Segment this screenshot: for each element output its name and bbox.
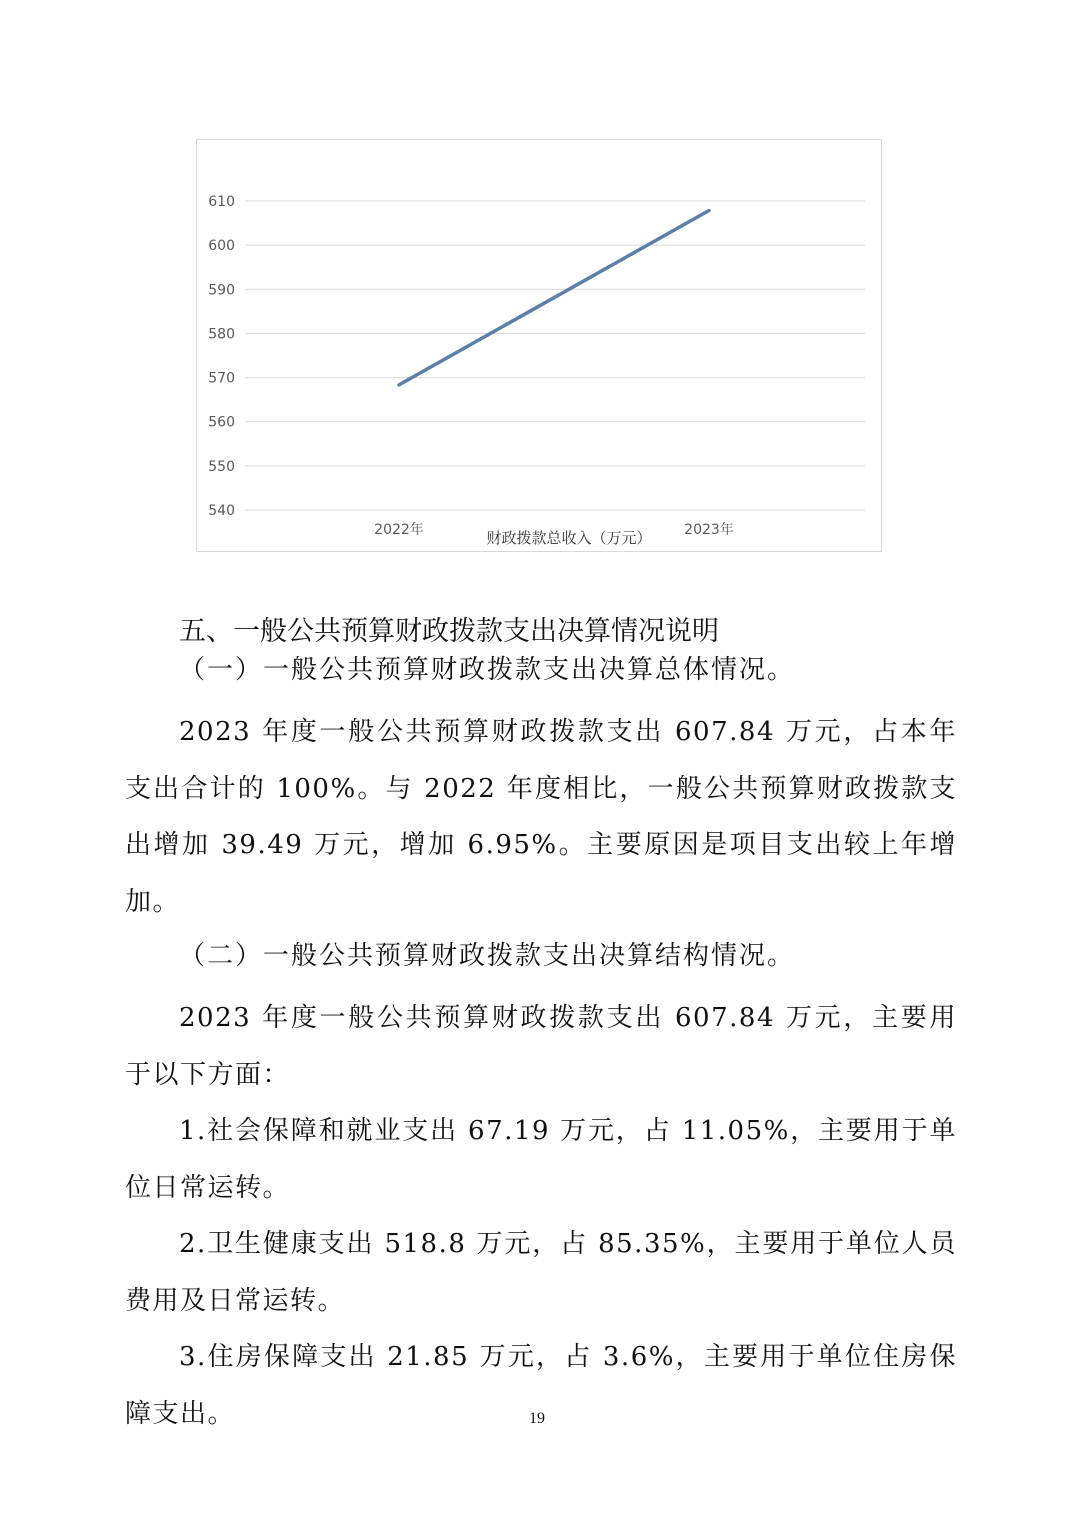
x-axis-label: 财政拨款总收入（万元） <box>486 529 652 547</box>
line-chart <box>196 139 882 552</box>
chart-svg <box>197 140 883 553</box>
page-number: 19 <box>529 1410 545 1427</box>
x-tick-label: 2022年 <box>374 522 424 538</box>
paragraph-overall: 2023 年度一般公共预算财政拨款支出 607.84 万元，占本年支出合计的 100%。与 2022 年度相比，一般公共预算财政拨款支出增加 39.49 万元，增加 6.95%。主要原因是项目支出较上年增加。 <box>125 717 957 917</box>
y-tick-label: 580 <box>208 326 235 343</box>
y-tick-label: 610 <box>208 194 235 210</box>
subsection-heading-structure: （二）一般公共预算财政拨款支出决算结构情况。 <box>179 941 796 971</box>
section-heading: 五、一般公共预算财政拨款支出决算情况说明 <box>179 616 719 647</box>
list-item-health: 2.卫生健康支出 518.8 万元，占 85.35%，主要用于单位人员费用及日常运转。 <box>125 1229 957 1316</box>
list-item-housing: 3.住房保障支出 21.85 万元，占 3.6%，主要用于单位住房保障支出。 <box>125 1342 957 1429</box>
y-tick-label: 540 <box>208 503 235 519</box>
series-line <box>399 211 709 385</box>
x-tick-label: 2023年 <box>684 522 734 538</box>
y-tick-label: 600 <box>208 238 235 255</box>
y-tick-label: 590 <box>208 282 235 299</box>
paragraph-structure: 2023 年度一般公共预算财政拨款支出 607.84 万元，主要用于以下方面： <box>125 1003 957 1090</box>
subsection-heading-overall: （一）一般公共预算财政拨款支出决算总体情况。 <box>179 655 796 685</box>
y-tick-label: 570 <box>208 370 235 387</box>
y-tick-label: 560 <box>208 414 235 431</box>
y-tick-label: 550 <box>208 458 235 475</box>
section-content <box>125 612 957 1442</box>
list-item-social-security: 1.社会保障和就业支出 67.19 万元，占 11.05%，主要用于单位日常运转。 <box>125 1116 957 1203</box>
